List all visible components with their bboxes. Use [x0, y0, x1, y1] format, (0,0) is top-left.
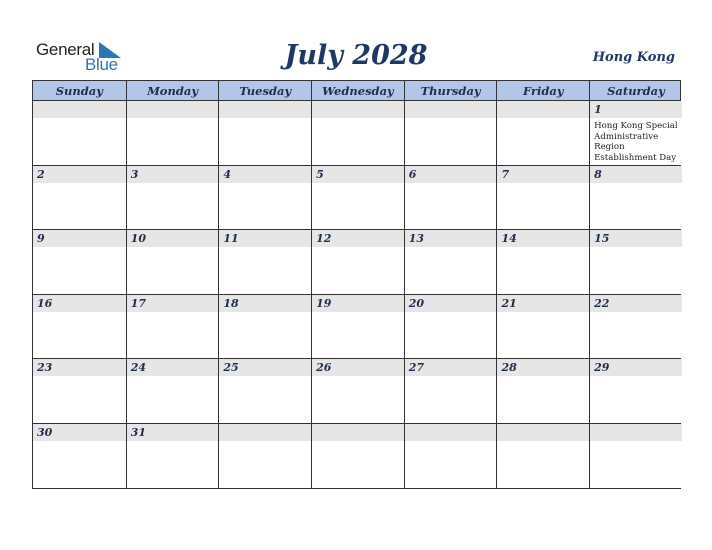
day-number-band	[405, 101, 497, 118]
day-cell	[33, 359, 126, 423]
day-cell	[311, 424, 404, 488]
day-cell	[126, 230, 219, 294]
day-number: 31	[130, 425, 146, 439]
day-number-band	[219, 166, 311, 183]
week-row	[32, 230, 681, 295]
day-cell	[218, 359, 311, 423]
day-cell	[496, 359, 589, 423]
weeks-container	[32, 101, 681, 489]
day-cell	[33, 166, 126, 230]
day-cell	[404, 359, 497, 423]
day-cell	[496, 424, 589, 488]
calendar-title: July 2028	[284, 40, 428, 71]
day-cell	[33, 295, 126, 359]
day-cell	[496, 230, 589, 294]
day-number-band	[590, 166, 682, 183]
day-cell	[33, 101, 126, 165]
day-cell	[311, 101, 404, 165]
day-number-band	[127, 101, 219, 118]
day-number: 28	[501, 361, 517, 375]
week-row	[32, 424, 681, 489]
day-cell	[311, 295, 404, 359]
day-number-band	[312, 101, 404, 118]
day-number: 9	[37, 232, 45, 246]
day-number-band	[497, 101, 589, 118]
day-number-band	[33, 166, 126, 183]
day-cell	[496, 166, 589, 230]
day-cell	[218, 166, 311, 230]
day-number: 25	[223, 361, 239, 375]
day-cell	[126, 359, 219, 423]
weekday-friday: Friday	[496, 81, 589, 101]
day-number: 19	[316, 296, 332, 310]
day-number: 20	[408, 296, 425, 310]
day-number: 17	[130, 296, 146, 310]
day-number-band	[590, 424, 682, 441]
day-cell	[126, 295, 219, 359]
day-number: 5	[316, 167, 324, 181]
day-number: 11	[223, 232, 239, 246]
day-number-band	[33, 230, 126, 247]
day-cell	[404, 166, 497, 230]
day-number: 13	[408, 232, 425, 246]
day-number: 26	[316, 361, 332, 375]
day-number: 29	[594, 361, 610, 375]
weekday-saturday: Saturday	[589, 81, 682, 101]
day-cell	[496, 295, 589, 359]
day-number: 23	[37, 361, 53, 375]
day-cell	[589, 230, 682, 294]
day-number-band	[497, 166, 589, 183]
day-number: 22	[594, 296, 610, 310]
day-number: 21	[501, 296, 517, 310]
weekday-tuesday: Tuesday	[218, 81, 311, 101]
day-cell	[404, 101, 497, 165]
day-cell	[218, 424, 311, 488]
holiday-event: Hong Kong Special Administrative Region Establishment Day	[594, 121, 678, 163]
week-row	[32, 295, 681, 360]
day-number-band	[405, 166, 497, 183]
day-cell	[311, 166, 404, 230]
day-number: 14	[501, 232, 517, 246]
day-number: 12	[316, 232, 332, 246]
day-number-band	[405, 424, 497, 441]
day-cell	[218, 230, 311, 294]
day-number: 8	[594, 167, 602, 181]
day-cell	[218, 101, 311, 165]
day-number: 10	[130, 232, 146, 246]
day-number: 1	[594, 103, 602, 116]
weekday-header-row	[32, 80, 681, 101]
day-cell	[33, 230, 126, 294]
day-cell	[589, 295, 682, 359]
logo-word-general: General	[36, 40, 95, 59]
day-cell	[589, 101, 682, 165]
day-number: 4	[223, 167, 232, 181]
day-number-band	[312, 424, 404, 441]
day-number-band	[219, 424, 311, 441]
week-row	[32, 166, 681, 231]
day-number-band	[127, 166, 219, 183]
day-number: 18	[223, 296, 239, 310]
day-number-band	[33, 101, 126, 118]
day-number-band	[219, 101, 311, 118]
day-number: 6	[408, 167, 417, 181]
day-cell	[126, 101, 219, 165]
day-cell	[404, 424, 497, 488]
day-cell	[33, 424, 126, 488]
day-number: 15	[594, 232, 610, 246]
day-cell	[126, 424, 219, 488]
weekday-monday: Monday	[126, 81, 219, 101]
day-cell	[311, 359, 404, 423]
day-number: 30	[37, 425, 53, 439]
weekday-sunday: Sunday	[55, 84, 103, 98]
day-number-band	[590, 101, 682, 118]
weekday-thursday: Thursday	[404, 81, 497, 101]
day-number-band	[312, 166, 404, 183]
day-number: 2	[37, 167, 45, 181]
day-cell	[496, 101, 589, 165]
day-cell	[126, 166, 219, 230]
region-label: Hong Kong	[592, 50, 675, 65]
day-cell	[404, 295, 497, 359]
day-cell	[218, 295, 311, 359]
day-number: 7	[501, 167, 510, 181]
day-cell	[404, 230, 497, 294]
day-cell	[589, 359, 682, 423]
week-row	[32, 101, 681, 166]
day-cell	[311, 230, 404, 294]
day-number: 24	[130, 361, 146, 375]
day-number-band	[497, 424, 589, 441]
day-number: 16	[37, 296, 53, 310]
day-cell	[589, 166, 682, 230]
calendar-grid	[32, 80, 681, 489]
day-number: 3	[130, 167, 139, 181]
weekday-wednesday: Wednesday	[311, 81, 404, 101]
week-row	[32, 359, 681, 424]
day-cell	[589, 424, 682, 488]
logo-word-blue: Blue	[85, 55, 118, 74]
day-number: 27	[408, 361, 425, 375]
